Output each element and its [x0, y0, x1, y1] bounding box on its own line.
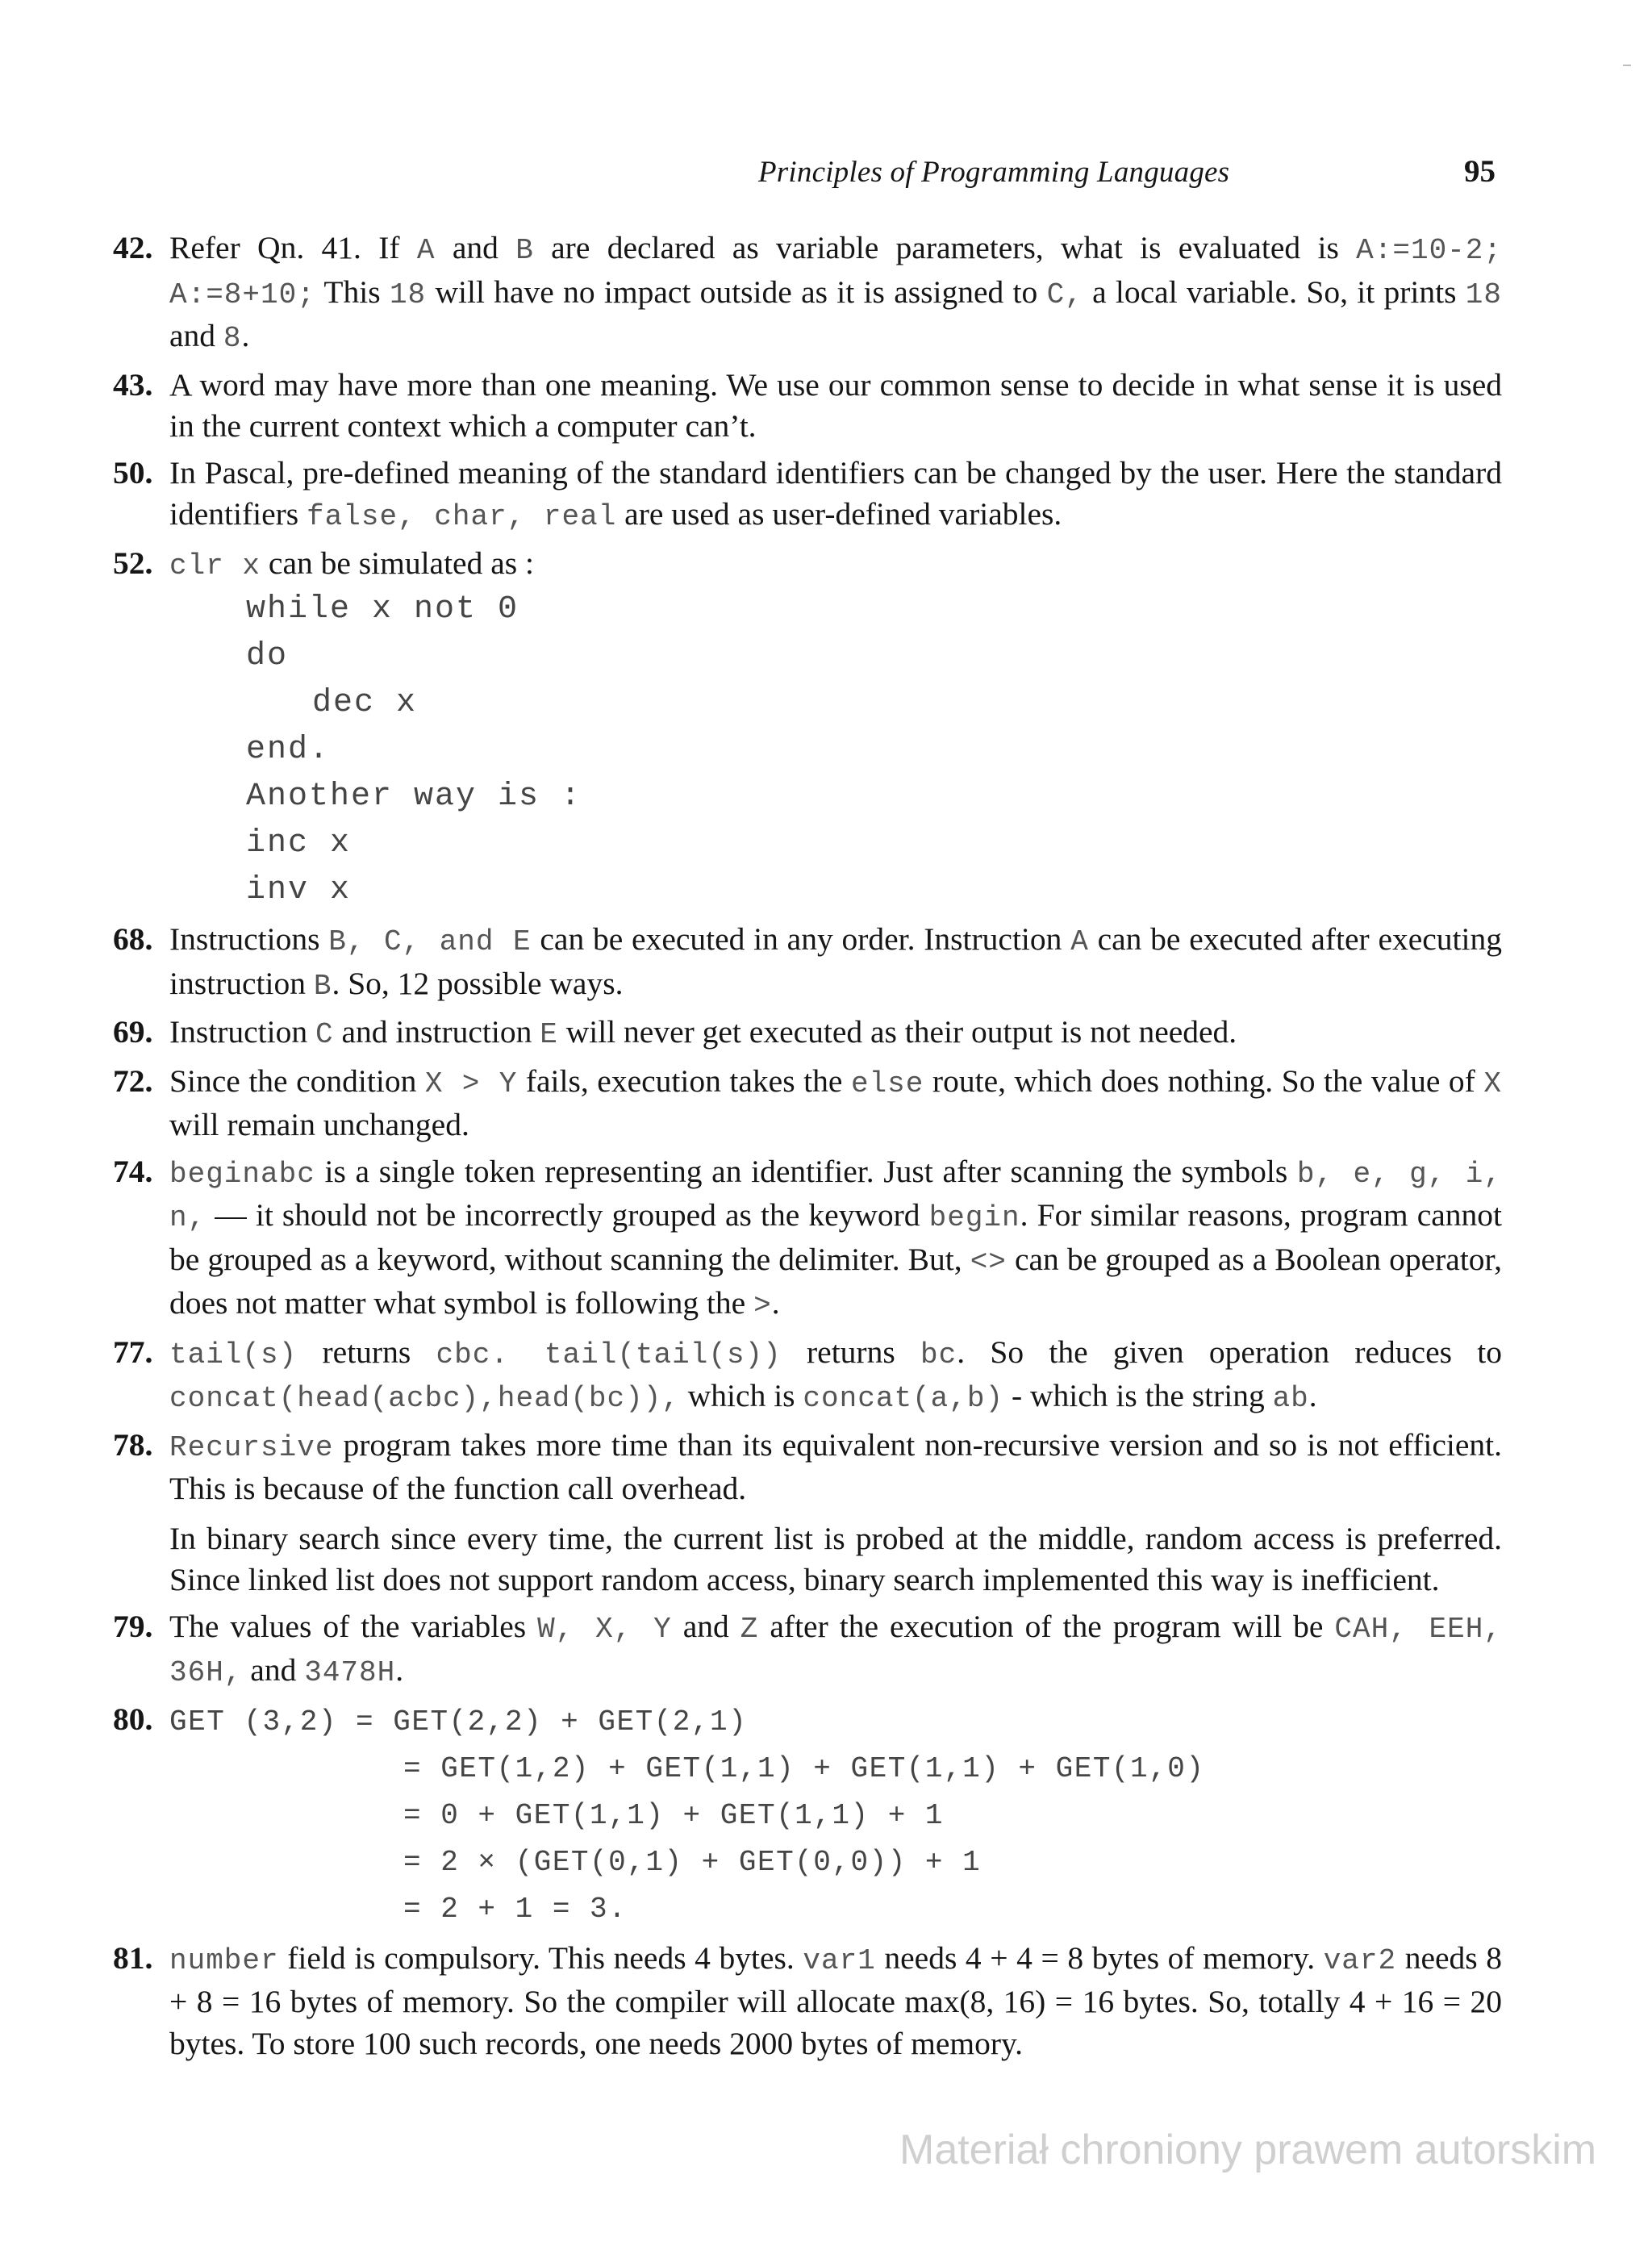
- code-line: [246, 587, 1502, 633]
- code-term: 8: [223, 322, 242, 355]
- answer-item: [113, 543, 1502, 915]
- code-line-text: do: [246, 638, 289, 674]
- answer-number: 77.: [113, 1334, 153, 1370]
- answer-paragraph: [169, 1332, 1502, 1420]
- code-line: [246, 774, 1502, 820]
- answer-number: 78.: [113, 1426, 153, 1463]
- answer-text: needs 4 + 4 = 8 bytes of memory.: [875, 1939, 1324, 1976]
- equation-line: GET (3,2) = GET(2,2) + GET(2,1): [169, 1705, 748, 1739]
- answer-item: [113, 919, 1502, 1007]
- answer-text: route, which does nothing. So the value of: [924, 1062, 1484, 1099]
- answer-number: 74.: [113, 1153, 153, 1189]
- answer-text: are used as user-defined variables.: [616, 496, 1062, 532]
- answer-number: 80.: [113, 1701, 153, 1737]
- answer-text: Instruction: [169, 1014, 316, 1050]
- code-term: concat(a,b): [803, 1382, 1004, 1415]
- answer-item: [113, 453, 1502, 538]
- answer-text: and instruction: [333, 1014, 540, 1050]
- code-line-text: inv x: [246, 872, 352, 908]
- equation-line: = 2 + 1 = 3.: [403, 1892, 628, 1926]
- code-term: B: [515, 234, 534, 267]
- answer-paragraph: [169, 1938, 1502, 2065]
- answer-text: field is compulsory. This needs 4 bytes.: [278, 1939, 803, 1976]
- copyright-watermark: Materiał chroniony prawem autorskim: [899, 2127, 1597, 2173]
- answer-text: Instructions: [169, 921, 329, 957]
- answer-paragraph: [169, 1151, 1502, 1327]
- code-line: [246, 633, 1502, 680]
- answer-text: after the execution of the program will be: [758, 1608, 1335, 1644]
- code-line: [246, 680, 1502, 727]
- code-term: >: [753, 1289, 772, 1322]
- scan-mark: [1623, 65, 1631, 66]
- answer-text: can be executed after executing instruction: [169, 921, 1503, 1001]
- answer-paragraph: [169, 365, 1502, 448]
- answer-text: . So, 12 possible ways.: [332, 965, 624, 1001]
- code-term: false, char, real: [307, 500, 617, 533]
- code-term: B: [313, 969, 332, 1003]
- code-term: Recursive: [169, 1430, 334, 1464]
- answer-paragraph: [169, 1425, 1502, 1510]
- answer-text: .: [771, 1285, 780, 1321]
- code-term: var1: [803, 1943, 876, 1977]
- answer-text: can be executed in any order. Instruction: [531, 921, 1071, 957]
- answer-paragraph: [169, 919, 1502, 1007]
- code-term: ab: [1272, 1382, 1309, 1415]
- answer-item: [113, 1012, 1502, 1056]
- code-term: C: [315, 1018, 334, 1051]
- answer-paragraph: [169, 453, 1502, 538]
- code-line: [246, 820, 1502, 867]
- answer-text: — it should not be incorrectly grouped as the keyword: [206, 1197, 929, 1233]
- code-term: bc: [920, 1338, 957, 1371]
- code-term: 18: [1465, 278, 1503, 311]
- page-number: 95: [1464, 154, 1496, 189]
- equation-line: = 0 + GET(1,1) + GET(1,1) + 1: [403, 1798, 945, 1832]
- code-term: Z: [740, 1612, 759, 1646]
- answer-paragraph: [169, 1061, 1502, 1146]
- equation-line: = 2 × (GET(0,1) + GET(0,0)) + 1: [403, 1845, 982, 1879]
- answer-text: will remain unchanged.: [169, 1107, 469, 1142]
- code-line-text: while x not 0: [246, 591, 519, 628]
- answer-text: . For similar reasons, program cannot be grouped as a keyword, without scanning the delimiter. But,: [169, 1197, 1503, 1277]
- answer-text: and: [435, 230, 516, 265]
- answer-text: is a single token representing an identifier. Just after scanning the symbols: [315, 1153, 1297, 1189]
- answer-text: can be simulated as :: [261, 545, 534, 581]
- code-term: begin: [928, 1201, 1020, 1234]
- answer-number: 81.: [113, 1939, 153, 1976]
- answer-item: [113, 1938, 1502, 2065]
- answer-item: [113, 365, 1502, 448]
- answer-item: [113, 1606, 1502, 1694]
- code-term: E: [540, 1018, 558, 1051]
- code-term: var2: [1323, 1943, 1397, 1977]
- answer-item: [113, 1699, 1502, 1933]
- answer-item: [113, 1061, 1502, 1146]
- answer-text: needs 8 + 8 = 16 bytes of memory. So the compiler will allocate max(8, 16) = 16 bytes. So, totally 4 + 16 = 20 bytes. To store 100 such records, one needs 2000 bytes of memory.: [169, 1939, 1502, 2061]
- running-header-title: Principles of Programming Languages: [758, 156, 1230, 189]
- answer-text: a local variable. So, it prints: [1083, 273, 1466, 310]
- answer-text: .: [1308, 1378, 1317, 1413]
- answer-number: 72.: [113, 1062, 153, 1099]
- code-line-text: end.: [246, 732, 331, 768]
- answer-text: This: [315, 273, 390, 310]
- code-term: clr x: [169, 549, 261, 582]
- answer-item: [113, 1425, 1502, 1601]
- answer-text: returns: [781, 1334, 920, 1370]
- code-block: [169, 587, 1502, 914]
- answer-paragraph: [169, 1606, 1502, 1694]
- code-term: number: [169, 1943, 279, 1977]
- code-term: b, e, g, i, n,: [169, 1157, 1503, 1234]
- answer-text: returns: [297, 1334, 436, 1370]
- answer-paragraph: [169, 1518, 1502, 1601]
- answers-list: [113, 228, 1502, 2069]
- answer-text: A word may have more than one meaning. We use our common sense to decide in what sense it is used in the current context which a computer can’t.: [169, 366, 1502, 444]
- code-line: [246, 867, 1502, 914]
- code-term: A: [416, 234, 436, 267]
- answer-item: [113, 228, 1502, 360]
- code-term: beginabc: [169, 1157, 315, 1191]
- answer-number: 69.: [113, 1014, 153, 1050]
- answer-text: program takes more time than its equivalent non-recursive version and so is not efficient. This is because of the function call overhead.: [169, 1426, 1502, 1506]
- answer-text: and: [169, 318, 223, 353]
- answer-text: fails, execution takes the: [517, 1062, 851, 1099]
- code-term: B, C, and E: [328, 925, 532, 958]
- code-term: concat(head(acbc),head(bc)),: [169, 1382, 680, 1415]
- code-term: 18: [389, 278, 427, 311]
- answer-paragraph: [169, 228, 1502, 360]
- answer-number: 52.: [113, 545, 153, 581]
- answer-text: Since the condition: [169, 1062, 425, 1099]
- code-term: tail(s): [169, 1338, 298, 1371]
- answer-number: 50.: [113, 454, 153, 490]
- answer-number: 68.: [113, 921, 153, 957]
- answer-text: .: [241, 318, 250, 353]
- answer-item: [113, 1151, 1502, 1327]
- code-term: A: [1070, 925, 1089, 958]
- code-term: CAH, EEH, 36H,: [169, 1612, 1502, 1689]
- equation-block: [169, 1699, 1502, 1933]
- answer-text: The values of the variables: [169, 1608, 538, 1644]
- code-term: 3478H: [304, 1656, 396, 1689]
- equation-line: = GET(1,2) + GET(1,1) + GET(1,1) + GET(1,0): [403, 1751, 1205, 1785]
- code-term: W, X, Y: [537, 1612, 672, 1646]
- code-line-text: inc x: [246, 825, 352, 862]
- answer-text: In binary search since every time, the current list is probed at the middle, random access is preferred. Since linked list does not support random access, binary search implemented this way is inefficient.: [169, 1520, 1502, 1597]
- answer-text: can be grouped as a Boolean operator, does not matter what symbol is following the: [169, 1241, 1502, 1321]
- answer-text: are declared as variable parameters, what is evaluated is: [533, 230, 1357, 265]
- code-term: A:=10-2; A:=8+10;: [169, 234, 1502, 311]
- code-term: X > Y: [424, 1067, 518, 1100]
- code-line-text: Another way is :: [246, 779, 582, 815]
- answer-item: [113, 1332, 1502, 1420]
- answer-text: . So the given operation reduces to: [957, 1334, 1502, 1370]
- code-term: X: [1483, 1067, 1502, 1100]
- code-line: [246, 727, 1502, 774]
- answer-text: will have no impact outside as it is assigned to: [426, 273, 1047, 310]
- answer-text: which is: [679, 1378, 803, 1413]
- answer-text: Refer Qn. 41. If: [169, 230, 417, 265]
- answer-text: .: [395, 1652, 404, 1688]
- answer-number: 79.: [113, 1608, 153, 1644]
- code-term: <>: [970, 1245, 1007, 1279]
- code-term: cbc. tail(tail(s)): [436, 1338, 782, 1371]
- code-term: else: [850, 1067, 924, 1100]
- code-line-text: dec x: [312, 685, 418, 721]
- answer-number: 42.: [113, 230, 153, 265]
- answer-number: 43.: [113, 366, 153, 403]
- answer-text: and: [671, 1608, 740, 1644]
- answer-paragraph: [169, 543, 1502, 587]
- answer-text: will never get executed as their output is not needed.: [557, 1014, 1237, 1050]
- answer-text: In Pascal, pre-defined meaning of the standard identifiers can be changed by the user. Here the standard identifiers: [169, 454, 1502, 532]
- answer-text: and: [242, 1652, 305, 1688]
- answer-paragraph: [169, 1012, 1502, 1056]
- answer-text: - which is the string: [1003, 1378, 1273, 1413]
- code-term: C,: [1046, 278, 1083, 311]
